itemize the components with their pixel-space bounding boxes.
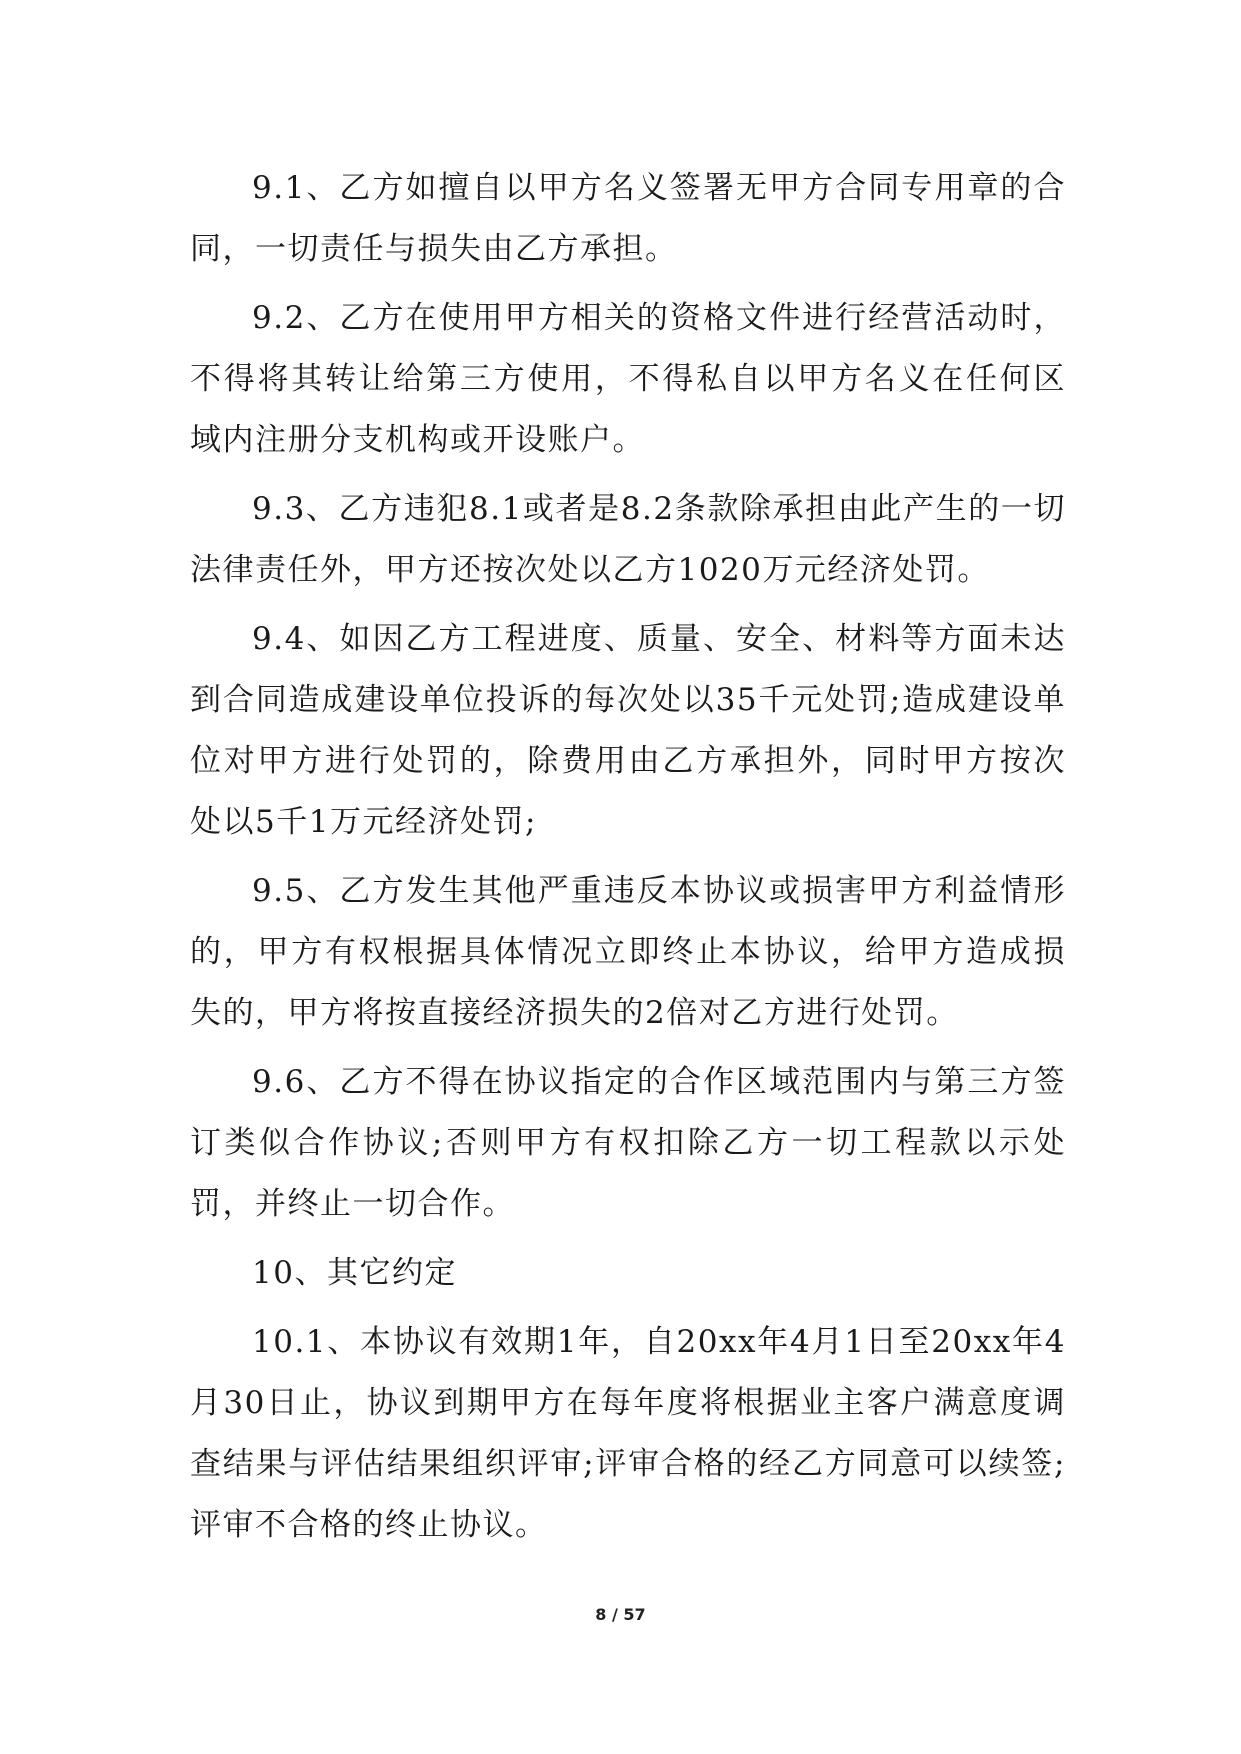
clause-9-5: 9.5、乙方发生其他严重违反本协议或损害甲方利益情形的，甲方有权根据具体情况立即终止本协议，给甲方造成损失的，甲方将按直接经济损失的2倍对乙方进行处罚。 xyxy=(190,873,1066,1031)
clause-9-6: 9.6、乙方不得在协议指定的合作区域范围内与第三方签订类似合作协议;否则甲方有权扣除乙方一切工程款以示处罚，并终止一切合作。 xyxy=(190,1064,1066,1222)
page-number: 8 / 57 xyxy=(595,1605,646,1624)
clause-9-1: 9.1、乙方如擅自以甲方名义签署无甲方合同专用章的合同，一切责任与损失由乙方承担。 xyxy=(190,170,1066,267)
clause-9-3: 9.3、乙方违犯8.1或者是8.2条款除承担由此产生的一切法律责任外，甲方还按次处以乙方1020万元经济处罚。 xyxy=(190,491,1066,588)
clause-10-1: 10.1、本协议有效期1年，自20xx年4月1日至20xx年4月30日止，协议到期甲方在每年度将根据业主客户满意度调查结果与评估结果组织评审;评审合格的经乙方同意可以续签;评审不合格的终止协议。 xyxy=(190,1324,1066,1543)
clause-9-4: 9.4、如因乙方工程进度、质量、安全、材料等方面未达到合同造成建设单位投诉的每次处以35千元处罚;造成建设单位对甲方进行处罚的，除费用由乙方承担外，同时甲方按次处以5千1万元经济处罚; xyxy=(190,621,1066,840)
document-body xyxy=(190,158,1066,1564)
clause-9-2: 9.2、乙方在使用甲方相关的资格文件进行经营活动时，不得将其转让给第三方使用，不得私自以甲方名义在任何区域内注册分支机构或开设账户。 xyxy=(190,300,1066,458)
section-10-heading: 10、其它约定 xyxy=(252,1255,457,1291)
